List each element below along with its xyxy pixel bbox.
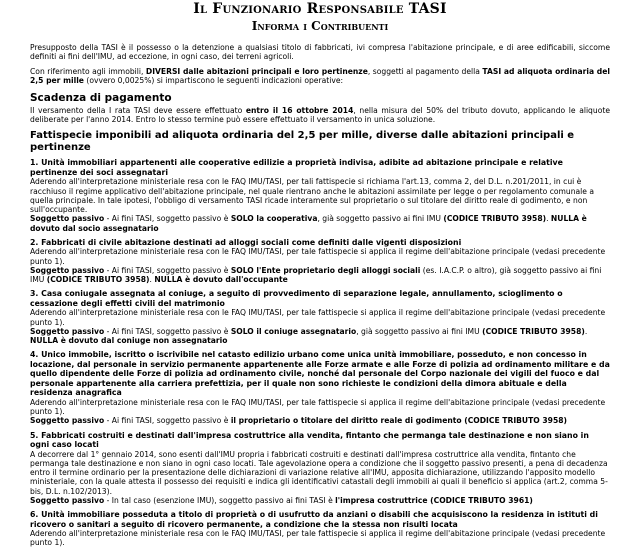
list-item [30,158,610,233]
item-title: 5. Fabbricati costruiti e destinati dall'impresa costruttrice alla vendita, fintanto che permanga tale destinazione e non siano in ogni caso locati [30,430,589,450]
operative-paragraph: Con riferimento agli immobili, DIVERSI dalle abitazioni principali e loro pertinenze, soggetti al pagamento della TASI ad aliquota ordinaria del 2,5 per mille (ovvero 0,0025%) si impartiscono le seguenti indicazioni operative: [30,67,611,86]
item-title: 4. Unico immobile, iscritto o iscrivibile nel catasto edilizio urbano come unica unità immobiliare, posseduto, e non concesso in locazione, dal personale in servizio permanente appartenente alle Forze armate e alle Forze di polizia ad ordinamento militare e da quello dipendente delle Forze di polizia ad ordinamento civile, nonché dal personale del Corpo nazionale dei vigili del fuoco e dal personale appartenente alla carriera prefettizia, per il quale non sono richieste le condizioni della dimora abituale e della residenza anagrafica [30,350,610,398]
scadenza-paragraph: Il versamento della I rata TASI deve essere effettuato entro il 16 ottobre 2014, nella misura del 50% del tributo dovuto, applicando le aliquote deliberate per l'anno 2014. Entro lo stesso termine può essere effettuato il versamento in unica soluzione. [30,105,610,124]
intro-paragraph: Presupposto della TASI è il possesso o la detenzione a qualsiasi titolo di fabbricati, ivi compresa l'abitazione principale, e di aree edificabili, siccome definiti ai fini dell'IMU, ad eccezione, in ogni caso, dei terreni agricoli. [30,42,610,61]
document-subtitle: Informa i Contribuenti [251,19,389,34]
list-item [30,431,610,506]
item-body: Aderendo all'interpretazione ministeriale resa con le FAQ IMU/TASI, per tali fattispecie si richiama l'art.13, comma 2, del D.L. n.201/2011, in cui è racchiuso il regime applicativo dell'abitazione principale, nel quale rientrano anche le abitazioni assimilate per legge o per regolamento comunale a quella principale. In tale ipotesi, l'obbligo di versamento TASI ricade interamente sul proprietario o sul titolare del diritto reale di godimento, e non sull'occupante. [30,177,595,215]
soggetto-passivo: Soggetto passivo - Ai fini TASI, soggetto passivo è SOLO la cooperativa, già soggetto passivo ai fini IMU (CODICE TRIBUTO 3958). NULLA è dovuto dal socio assegnatario [30,214,587,233]
soggetto-passivo: Soggetto passivo - Ai fini TASI, soggetto passivo è il proprietario o titolare del diritto reale di godimento (CODICE TRIBUTO 3958) [30,416,567,426]
list-item [30,510,610,548]
soggetto-passivo: Soggetto passivo - Ai fini TASI, soggetto passivo è SOLO il coniuge assegnatario, già soggetto passivo ai fini IMU (CODICE TRIBUTO 3958). NULLA è dovuto dal coniuge non assegnatario [30,326,588,346]
document-page [0,1,640,548]
item-body: A decorrere dal 1° gennaio 2014, sono esenti dall'IMU propria i fabbricati costruiti e destinati dall'impresa costruttrice alla vendita, fintanto che permanga tale destinazione e non siano in ogni caso locati. Tale agevolazione opera a condizione che il soggetto passivo presenti, a pena di decadenza entro il termine ordinario per la presentazione delle dichiarazioni di variazione relative all'IMU, apposita dichiarazione, utilizzando l'apposito modello ministeriale, con la quale attesta il possesso dei requisiti e indica gli identificativi catastali degli immobili ai quali il beneficio si applica (art.2, comma 5-bis, D.L. n.102/2013). [30,449,608,496]
item-title: 3. Casa coniugale assegnata al coniuge, a seguito di provvedimento di separazione legale, annullamento, scioglimento o cessazione degli effetti civili del matrimonio [30,289,563,308]
item-title: 2. Fabbricati di civile abitazione destinati ad alloggi sociali come definiti dalle vigenti disposizioni [30,237,462,247]
item-body: Aderendo all'interpretazione ministeriale resa con le FAQ IMU/TASI, per tale fattispecie si applica il regime dell'abitazione principale (vedasi precedente punto 1). [30,529,606,548]
item-title: 6. Unità immobiliare posseduta a titolo di proprietà o di usufrutto da anziani o disabili che acquisiscono la residenza in istituti di ricovero o sanitari a seguito di ricovero permanente, a condizione che la stessa non risulti locata [30,510,598,529]
list-item [30,238,610,285]
soggetto-passivo: Soggetto passivo - In tal caso (esenzione IMU), soggetto passivo ai fini TASI è l'impresa costruttrice (CODICE TRIBUTO 3961) [30,495,533,505]
item-body: Aderendo all'interpretazione ministeriale resa con le FAQ IMU/TASI, per tale fattispecie si applica il regime dell'abitazione principale (vedasi precedente punto 1). [30,397,606,417]
item-body: Aderendo all'interpretazione ministeriale resa con le FAQ IMU/TASI, per tale fattispecie si applica il regime dell'abitazione principale (vedasi precedente punto 1). [30,247,606,266]
scadenza-heading: Scadenza di pagamento [30,91,172,104]
item-title: 1. Unità immobiliari appartenenti alle cooperative edilizie a proprietà indivisa, adibite ad abitazione principale e relative pertinenze dei soci assegnatari [30,158,563,177]
list-item [30,289,610,345]
list-item [30,350,610,425]
document-title: Il Funzionario Responsabile TASI [193,1,447,17]
soggetto-passivo: Soggetto passivo - Ai fini TASI, soggetto passivo è SOLO l'Ente proprietario degli alloggi sociali (es. I.A.C.P. o altro), già soggetto passivo ai fini IMU (CODICE TRIBUTO 3958). NULLA è dovuto dall'occupante [30,265,602,285]
items-list [30,158,610,547]
section-heading: Fattispecie imponibili ad aliquota ordinaria del 2,5 per mille, diverse dalle abitazioni principali e pertinenze [30,130,575,154]
item-body: Aderendo all'interpretazione ministeriale resa con le FAQ IMU/TASI, per tale fattispecie si applica il regime dell'abitazione principale (vedasi precedente punto 1). [30,308,606,327]
